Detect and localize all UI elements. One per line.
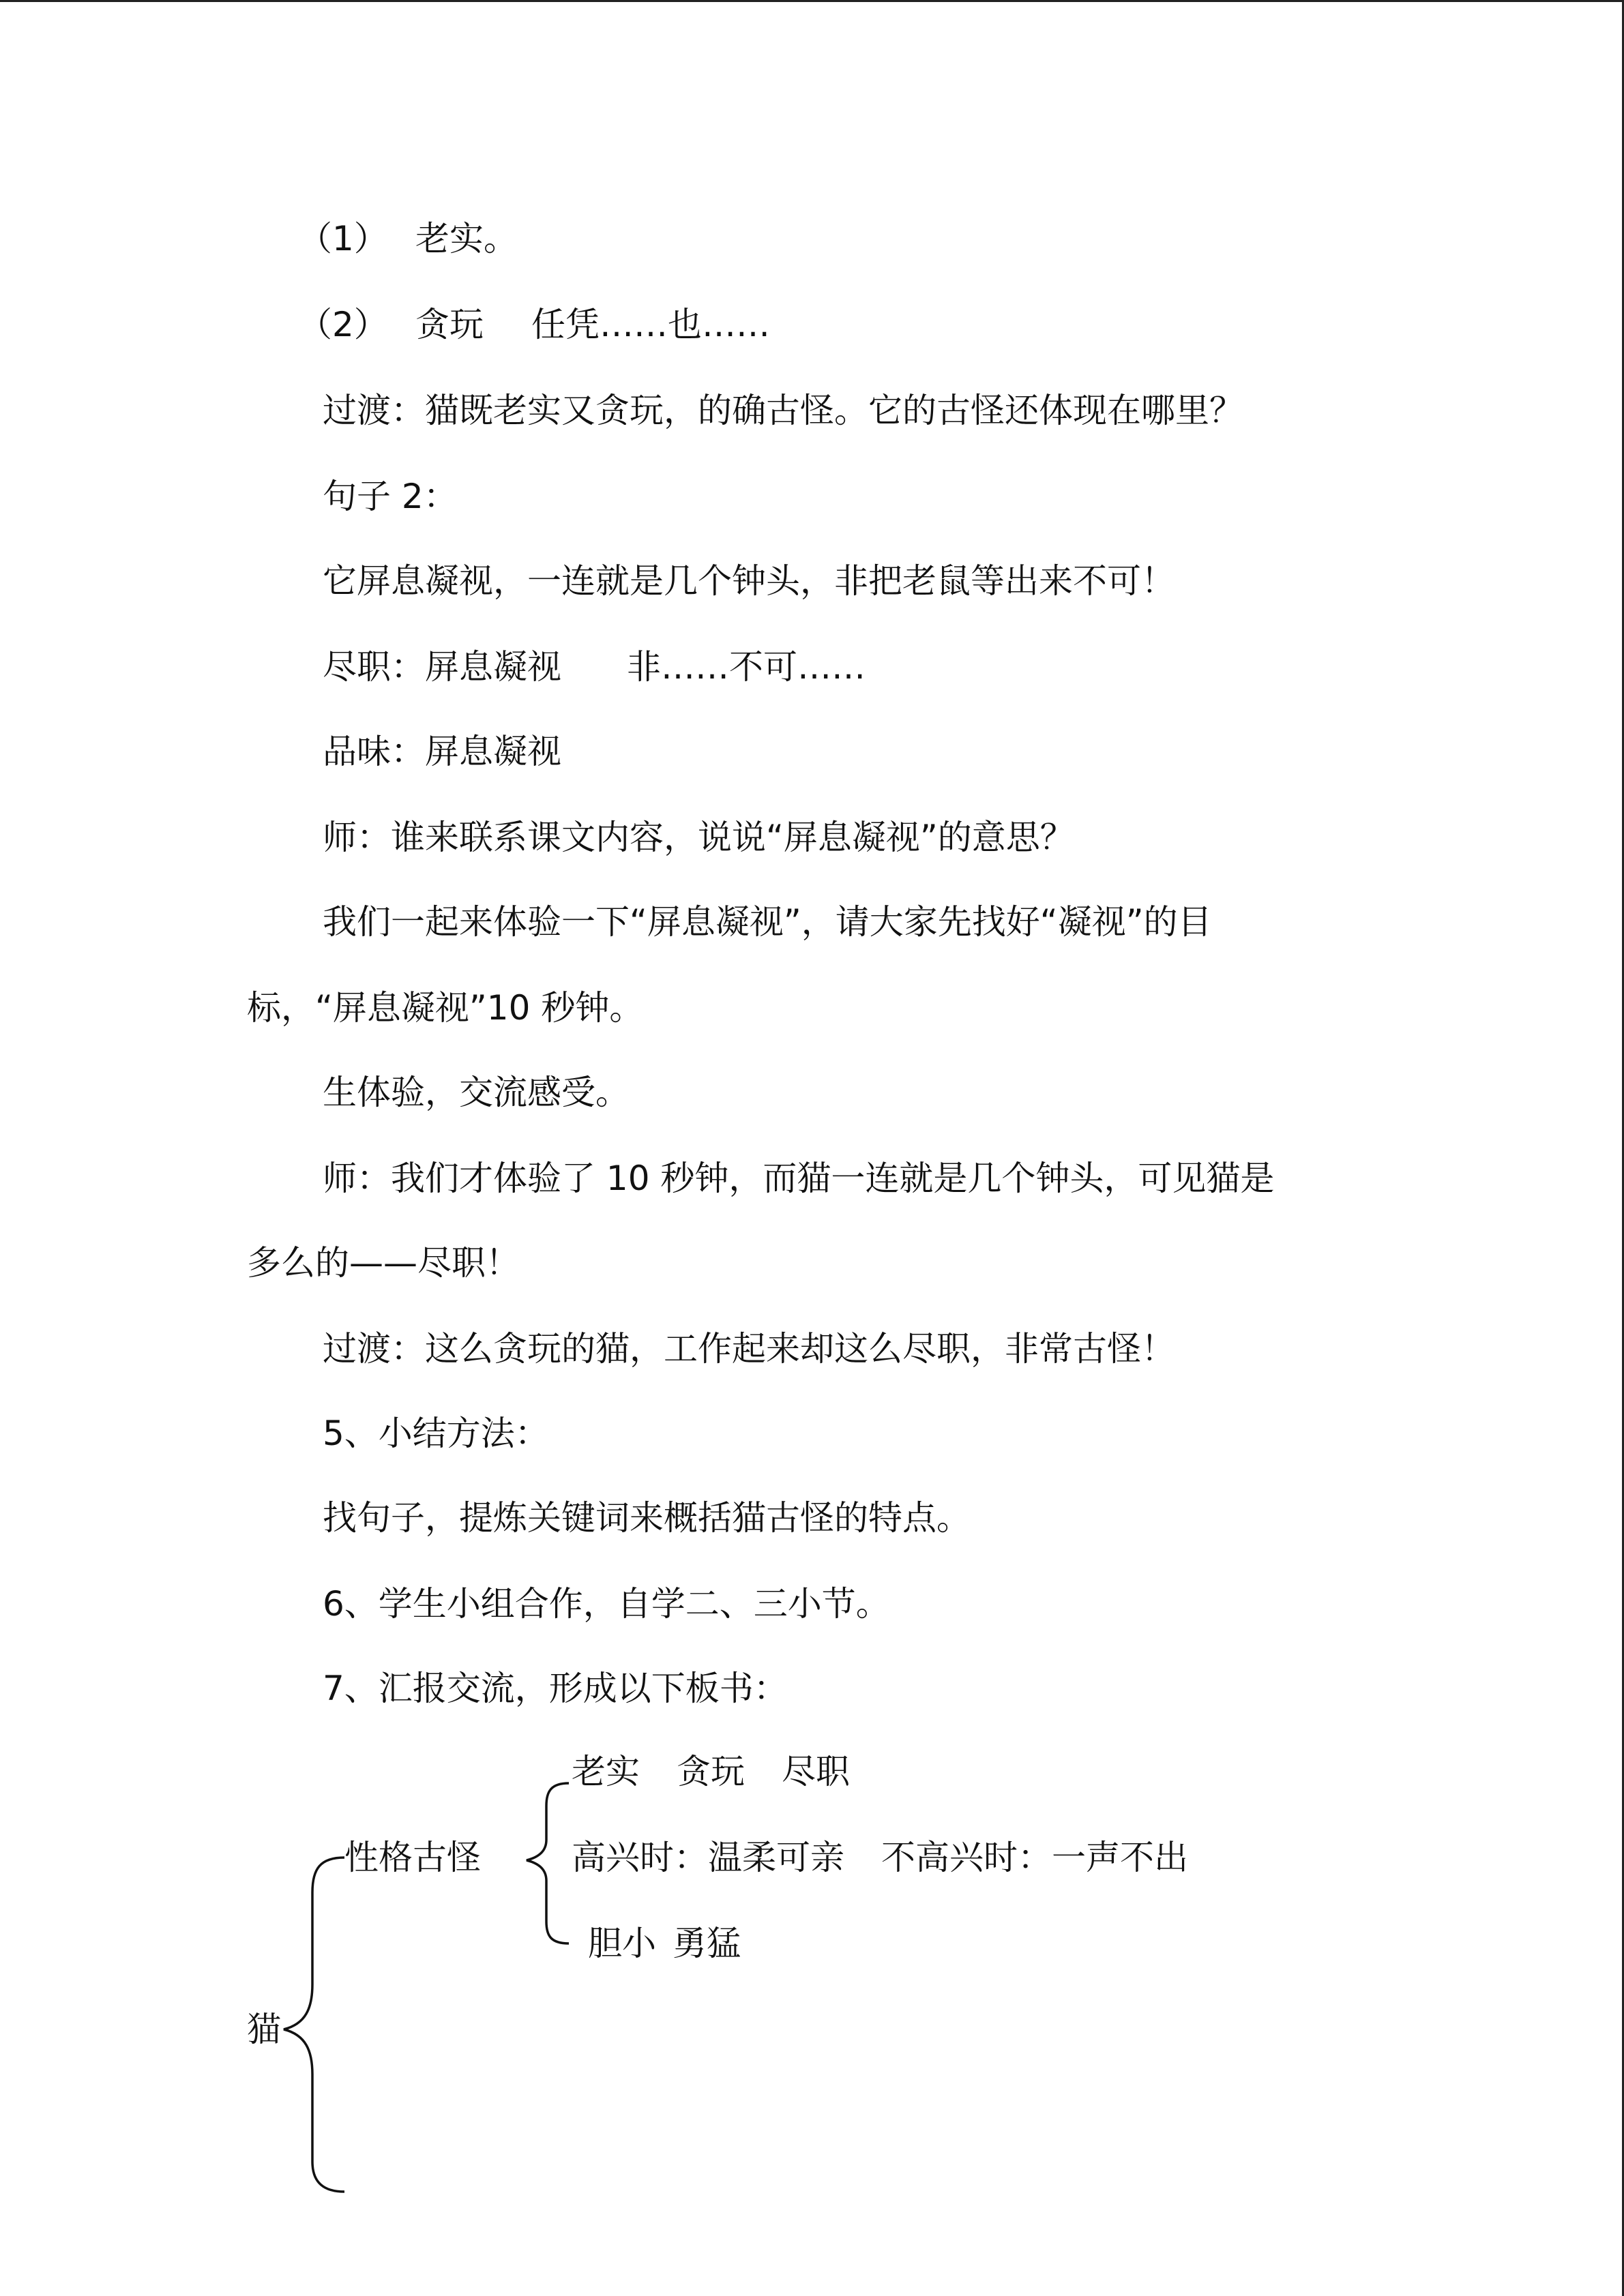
board-term: 胆小 [588, 1924, 656, 1963]
root-brace [284, 1858, 344, 2192]
paragraph: 7、汇报交流，形成以下板书： [323, 1669, 788, 1708]
list-item-number: （1） [298, 219, 388, 258]
paragraph: 师：谁来联系课文内容，说说“屏息凝视”的意思？ [323, 818, 1074, 857]
paragraph-text: 非……不可…… [627, 647, 866, 687]
list-item-number: （2） [298, 305, 388, 344]
board-term: 不高兴时：一声不出 [881, 1838, 1188, 1877]
board-term: 老实 [572, 1752, 640, 1791]
paragraph: 我们一起来体验一下“屏息凝视”，请大家先找好“凝视”的目 [323, 902, 1212, 942]
paragraph: 6、学生小组合作，自学二、三小节。 [323, 1584, 890, 1624]
board-term: 贪玩 [677, 1752, 745, 1791]
board-row-3 [588, 1922, 741, 1965]
paragraph: 找句子，提炼关键词来概括猫古怪的特点。 [323, 1498, 971, 1538]
list-item-text: 老实。 [415, 219, 518, 258]
board-branch: 性格古怪 [344, 1838, 481, 1877]
paragraph: 师：我们才体验了 10 秒钟，而猫一连就是几个钟头，可见猫是 [323, 1159, 1275, 1198]
paragraph: 生体验，交流感受。 [323, 1073, 630, 1112]
board-term: 高兴时：温柔可亲 [572, 1838, 844, 1877]
paragraph: 5、小结方法： [323, 1414, 549, 1453]
paragraph: 它屏息凝视，一连就是几个钟头，非把老鼠等出来不可！ [323, 561, 1175, 601]
paragraph: 过渡：这么贪玩的猫，工作起来却这么尽职，非常古怪！ [323, 1329, 1175, 1369]
paragraph-text: 尽职：屏息凝视 [323, 647, 561, 687]
paragraph: 过渡：猫既老实又贪玩，的确古怪。它的古怪还体现在哪里？ [323, 391, 1243, 430]
branch-brace [527, 1783, 569, 1943]
list-item-text: 贪玩 [415, 305, 484, 344]
paragraph: 品味：屏息凝视 [323, 732, 561, 771]
board-root: 猫 [247, 2010, 281, 2049]
paragraph: 句子 2： [323, 477, 458, 516]
board-row-2 [572, 1836, 1188, 1879]
board-row-1 [572, 1750, 850, 1793]
paragraph: 标，“屏息凝视”10 秒钟。 [247, 988, 644, 1028]
paragraph: 多么的——尽职！ [247, 1243, 520, 1283]
board-term: 勇猛 [673, 1924, 741, 1963]
list-item-text: 任凭……也…… [531, 305, 770, 344]
board-term: 尽职 [782, 1752, 850, 1791]
